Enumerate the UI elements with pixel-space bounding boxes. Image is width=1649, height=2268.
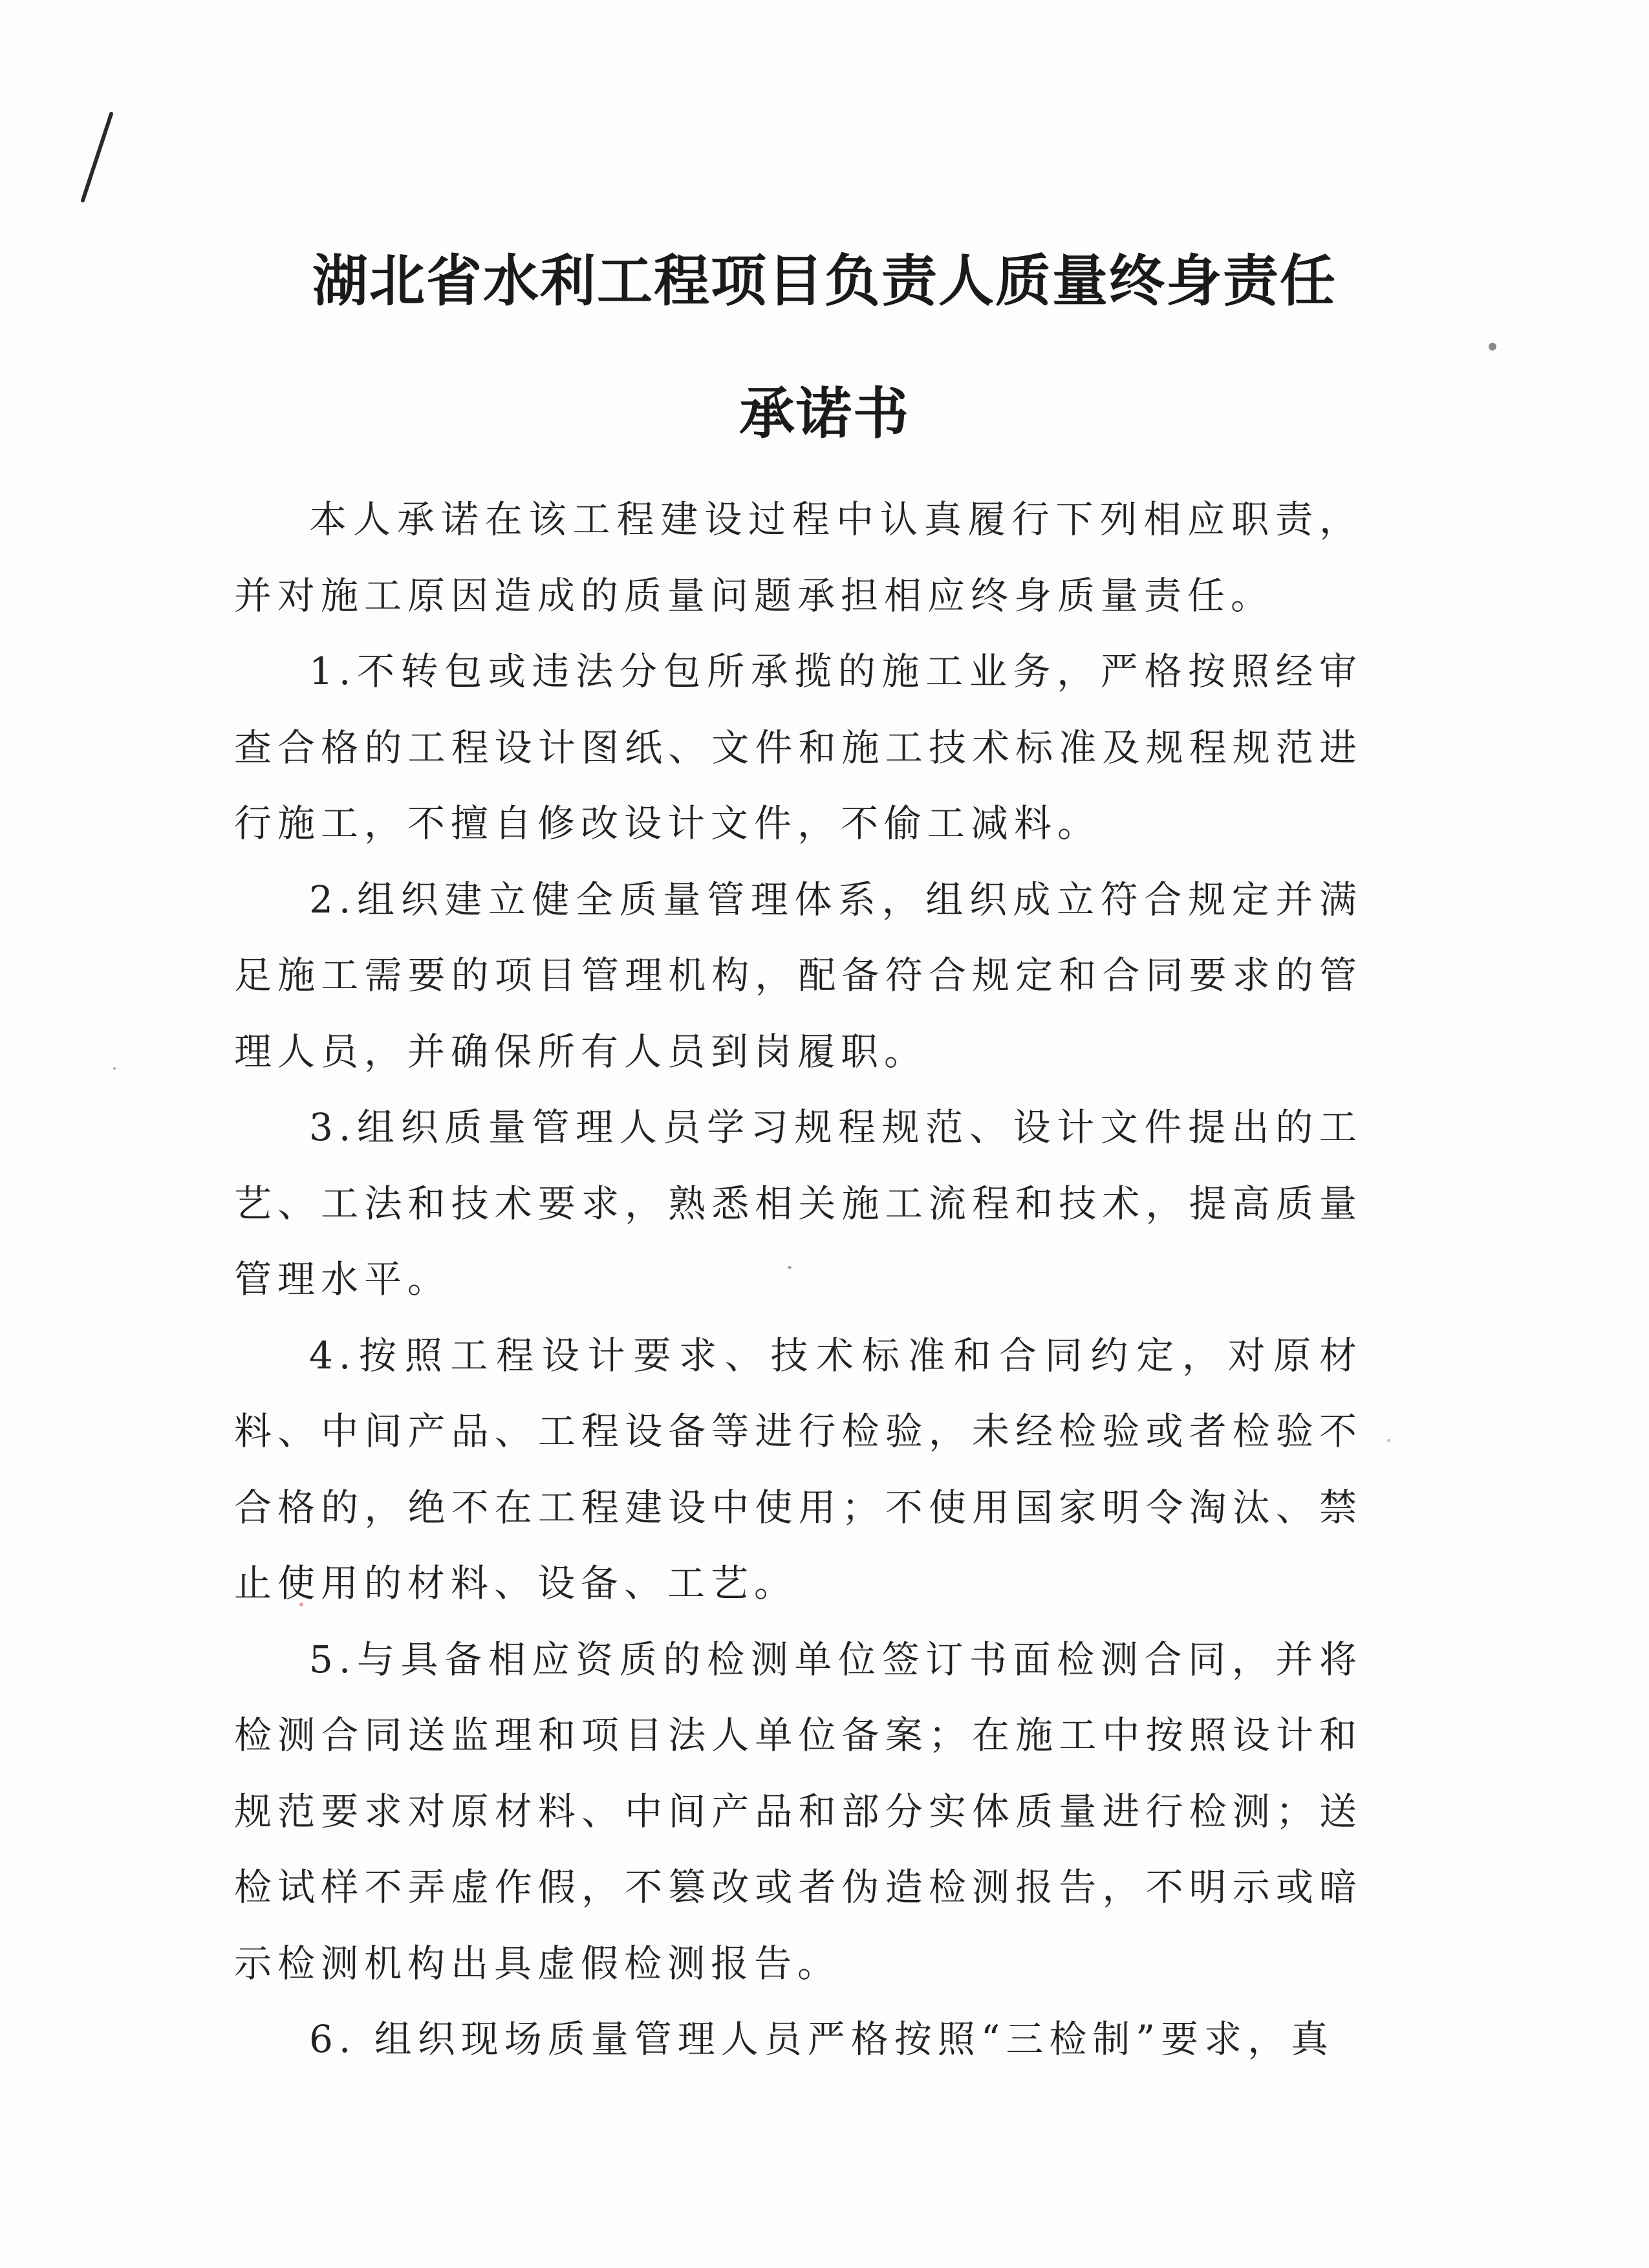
paragraph-item-1: 1.不转包或违法分包所承揽的施工业务，严格按照经审查合格的工程设计图纸、文件和施工技术标准及规程规范进行施工，不擅自修改设计文件，不偷工减料。 <box>234 649 1363 845</box>
paragraph-intro: 本人承诺在该工程建设过程中认真履行下列相应职责，并对施工原因造成的质量问题承担相应终身质量责任。 <box>234 497 1363 618</box>
paragraph-item-3: 3.组织质量管理人员学习规程规范、设计文件提出的工艺、工法和技术要求，熟悉相关施工流程和技术，提高质量管理水平。 <box>234 1105 1363 1301</box>
document-title-line-2: 承诺书 <box>739 382 910 446</box>
pen-stroke-mark <box>71 110 123 207</box>
scan-speck <box>1387 1439 1390 1442</box>
paragraph-item-5: 5.与具备相应资质的检测单位签订书面检测合同，并将检测合同送监理和项目法人单位备案；在施工中按照设计和规范要求对原材料、中间产品和部分实体质量进行检测；送检试样不弄虚作假，不篡改或者伪造检测报告，不明示或暗示检测机构出具虚假检测报告。 <box>234 1637 1363 1985</box>
scan-speck <box>113 1067 116 1070</box>
paragraph-item-2: 2.组织建立健全质量管理体系，组织成立符合规定并满足施工需要的项目管理机构，配备符合规定和合同要求的管理人员，并确保所有人员到岗履职。 <box>234 877 1363 1074</box>
document-title: 湖北省水利工程项目负责人质量终身责任 <box>312 249 1337 314</box>
document-body <box>234 482 1363 2078</box>
paragraph-item-6: 6. 组织现场质量管理人员严格按照“三检制”要求，真 <box>309 2017 1335 2061</box>
scan-speck <box>1489 343 1496 351</box>
paragraph-item-4: 4.按照工程设计要求、技术标准和合同约定，对原材料、中间产品、工程设备等进行检验，未经检验或者检验不合格的，绝不在工程建设中使用；不使用国家明令淘汰、禁止使用的材料、设备、工艺。 <box>234 1333 1363 1605</box>
